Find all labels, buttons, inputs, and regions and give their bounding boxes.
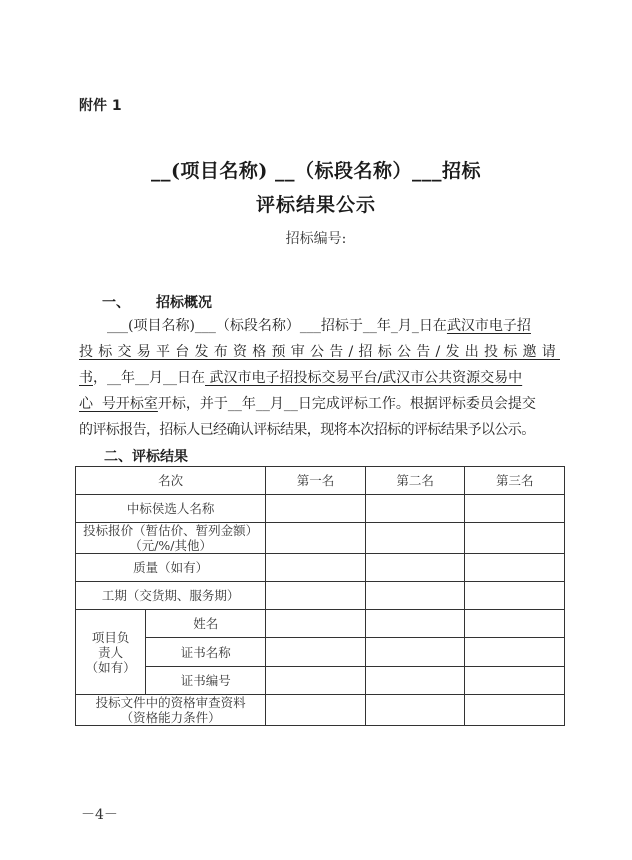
cell (465, 667, 565, 695)
header-rank: 名次 (76, 467, 266, 495)
cell (266, 554, 366, 582)
qualification-label-line2: （资格能力条件） (120, 710, 221, 725)
cell (465, 523, 565, 554)
underlined-text: 武汉市电子招投标交易平台/武汉市公共资源交易中 (205, 370, 523, 386)
cell (266, 638, 366, 667)
cell (465, 582, 565, 610)
pm-label-line2: 责人 (98, 644, 124, 660)
cell (266, 582, 366, 610)
row-label-qualification (76, 695, 266, 726)
attachment-label: 附件 1 (79, 98, 122, 114)
price-label-line1: 投标报价（暂估价、暂列金额） (83, 523, 259, 538)
table-row (76, 638, 565, 667)
cell (365, 554, 465, 582)
header-first: 第一名 (266, 467, 366, 495)
section1-title: 招标概况 (156, 295, 212, 311)
cell (266, 667, 366, 695)
cell (365, 495, 465, 523)
paragraph-line-1 (79, 314, 560, 338)
header-second: 第二名 (365, 467, 465, 495)
cell (266, 523, 366, 554)
cell (465, 495, 565, 523)
text-run: 开标，并于__年__月__日完成评标工作。根据评标委员会提交 (157, 396, 536, 412)
cell (365, 582, 465, 610)
row-label-project-manager (76, 610, 146, 695)
cell (266, 495, 366, 523)
document-subtitle: 评标结果公示 (255, 194, 376, 216)
cell (465, 610, 565, 638)
underlined-text: 武汉市电子招 (446, 318, 531, 334)
bid-number-label: 招标编号: (285, 231, 347, 247)
cell (365, 667, 465, 695)
paragraph-line-2: 投标交易平台发布资格预审公告/招标公告/发出投标邀请 (79, 344, 560, 360)
qualification-label-line1: 投标文件中的资格审查资料 (95, 695, 246, 710)
table-row (76, 523, 565, 554)
cell (365, 523, 465, 554)
cell (465, 638, 565, 667)
cell (365, 638, 465, 667)
pm-label-line1: 项目负 (91, 629, 130, 645)
row-label-pm-cert-no: 证书编号 (146, 667, 266, 695)
page-number: －4－ (81, 807, 118, 823)
cell (365, 695, 465, 726)
price-label-line2: （元/%/其他） (129, 538, 213, 553)
row-label-period: 工期（交货期、服务期） (76, 582, 266, 610)
section1-heading (102, 292, 212, 312)
paragraph-line-4 (79, 392, 560, 416)
table-row (76, 695, 565, 726)
table-row (76, 610, 565, 638)
table-row (76, 495, 565, 523)
pm-label-line3: （如有） (85, 659, 136, 675)
cell (266, 695, 366, 726)
table-row (76, 667, 565, 695)
table-header-row (76, 467, 565, 495)
underlined-text: 书 (79, 370, 93, 386)
row-label-candidate: 中标侯选人名称 (76, 495, 266, 523)
row-label-pm-cert-name: 证书名称 (146, 638, 266, 667)
cell (266, 610, 366, 638)
row-label-quality: 质量（如有） (76, 554, 266, 582)
underlined-text: 心 号开标室 (79, 396, 158, 412)
document-title: __(项目名称) __（标段名称）___招标 (150, 160, 482, 182)
section2-heading: 二、评标结果 (104, 449, 188, 465)
table-row (76, 582, 565, 610)
evaluation-results-table (75, 466, 565, 726)
cell (365, 610, 465, 638)
text-run: ___(项目名称)___（标段名称）___招标于__年_月_日在 (107, 318, 447, 334)
cell (465, 554, 565, 582)
header-third: 第三名 (465, 467, 565, 495)
cell (465, 695, 565, 726)
table-row (76, 554, 565, 582)
text-run: ，__年__月__日在 (93, 370, 205, 386)
paragraph-line-3 (79, 366, 560, 390)
section1-number: 一、 (102, 295, 130, 311)
row-label-pm-name: 姓名 (146, 610, 266, 638)
paragraph-line-5: 的评标报告，招标人已经确认评标结果，现将本次招标的评标结果予以公示。 (79, 422, 535, 438)
row-label-price (76, 523, 266, 554)
